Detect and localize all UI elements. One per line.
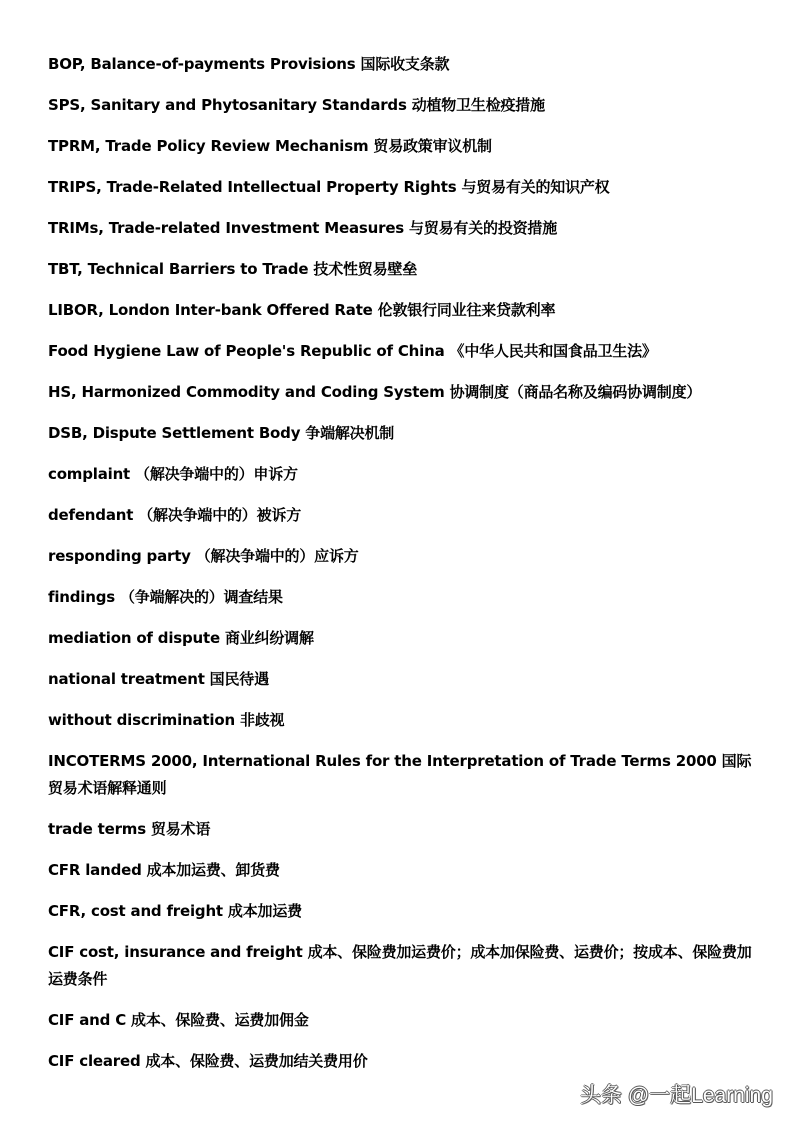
term-chinese: 伦敦银行同业往来贷款利率 <box>377 301 556 319</box>
term-english: INCOTERMS 2000, International Rules for the Interpretation of Trade Terms 2000 <box>48 752 717 770</box>
glossary-entry <box>48 297 758 324</box>
term-chinese: 商业纠纷调解 <box>224 629 314 647</box>
term-chinese: （解决争端中的）应诉方 <box>195 547 359 565</box>
term-english: BOP, Balance-of-payments Provisions <box>48 55 356 73</box>
term-chinese: （解决争端中的）被诉方 <box>138 506 302 524</box>
term-english: DSB, Dispute Settlement Body <box>48 424 301 442</box>
glossary-entry <box>48 666 758 693</box>
term-chinese: 国民待遇 <box>209 670 269 688</box>
glossary-entry <box>48 461 758 488</box>
term-chinese: 国际贸易术语解释通则 <box>48 752 752 797</box>
term-chinese: 成本、保险费加运费价；成本加保险费、运费价；按成本、保险费加运费条件 <box>48 943 752 988</box>
term-english: responding party <box>48 547 191 565</box>
term-english: CIF and C <box>48 1011 127 1029</box>
glossary-entry <box>48 898 758 925</box>
term-chinese: 《中华人民共和国食品卫生法》 <box>449 342 657 360</box>
glossary-entry <box>48 1007 758 1034</box>
term-english: LIBOR, London Inter-bank Offered Rate <box>48 301 373 319</box>
term-chinese: 与贸易有关的投资措施 <box>409 219 558 237</box>
glossary-entry <box>48 338 758 365</box>
glossary-entry <box>48 748 758 802</box>
term-chinese: 贸易术语 <box>150 820 211 838</box>
term-chinese: 国际收支条款 <box>360 55 450 73</box>
term-chinese: 成本加运费、卸货费 <box>146 861 280 879</box>
glossary-entry <box>48 1048 758 1075</box>
term-english: complaint <box>48 465 131 483</box>
glossary-entry <box>48 939 758 993</box>
term-english: Food Hygiene Law of People's Republic of China <box>48 342 445 360</box>
glossary-document <box>48 51 758 1089</box>
term-chinese: 争端解决机制 <box>305 424 395 442</box>
term-chinese: 成本、保险费、运费加结关费用价 <box>145 1052 368 1070</box>
term-english: HS, Harmonized Commodity and Coding System <box>48 383 445 401</box>
glossary-entry <box>48 625 758 652</box>
term-english: TRIMs, Trade-related Investment Measures <box>48 219 405 237</box>
glossary-entry <box>48 174 758 201</box>
glossary-entry <box>48 543 758 570</box>
term-chinese: 成本、保险费、运费加佣金 <box>131 1011 309 1029</box>
glossary-entry <box>48 816 758 843</box>
glossary-entry <box>48 584 758 611</box>
glossary-entry <box>48 707 758 734</box>
glossary-entry <box>48 92 758 119</box>
glossary-entry <box>48 51 758 78</box>
term-chinese: 动植物卫生检疫措施 <box>411 96 545 114</box>
glossary-entry <box>48 133 758 160</box>
glossary-entry <box>48 215 758 242</box>
term-english: trade terms <box>48 820 146 838</box>
term-english: CFR, cost and freight <box>48 902 223 920</box>
term-english: CIF cleared <box>48 1052 141 1070</box>
term-chinese: 贸易政策审议机制 <box>373 137 492 155</box>
term-english: CFR landed <box>48 861 142 879</box>
glossary-entry <box>48 857 758 884</box>
term-chinese: 协调制度（商品名称及编码协调制度） <box>449 383 702 401</box>
term-english: without discrimination <box>48 711 235 729</box>
term-chinese: （争端解决的）调查结果 <box>119 588 283 606</box>
term-english: defendant <box>48 506 134 524</box>
term-english: findings <box>48 588 115 606</box>
term-english: TBT, Technical Barriers to Trade <box>48 260 309 278</box>
term-english: CIF cost, insurance and freight <box>48 943 303 961</box>
term-english: SPS, Sanitary and Phytosanitary Standards <box>48 96 407 114</box>
term-english: national treatment <box>48 670 205 688</box>
term-english: TPRM, Trade Policy Review Mechanism <box>48 137 369 155</box>
glossary-entry <box>48 379 758 406</box>
glossary-entry <box>48 256 758 283</box>
term-english: mediation of dispute <box>48 629 220 647</box>
glossary-entry <box>48 502 758 529</box>
term-chinese: 非歧视 <box>239 711 285 729</box>
glossary-entry <box>48 420 758 447</box>
watermark: 头条 @一起Learning <box>580 1084 773 1107</box>
term-chinese: （解决争端中的）申诉方 <box>135 465 298 483</box>
term-chinese: 技术性贸易壁垒 <box>313 260 417 278</box>
term-chinese: 成本加运费 <box>227 902 302 920</box>
term-chinese: 与贸易有关的知识产权 <box>461 178 610 196</box>
term-english: TRIPS, Trade-Related Intellectual Property Rights <box>48 178 457 196</box>
